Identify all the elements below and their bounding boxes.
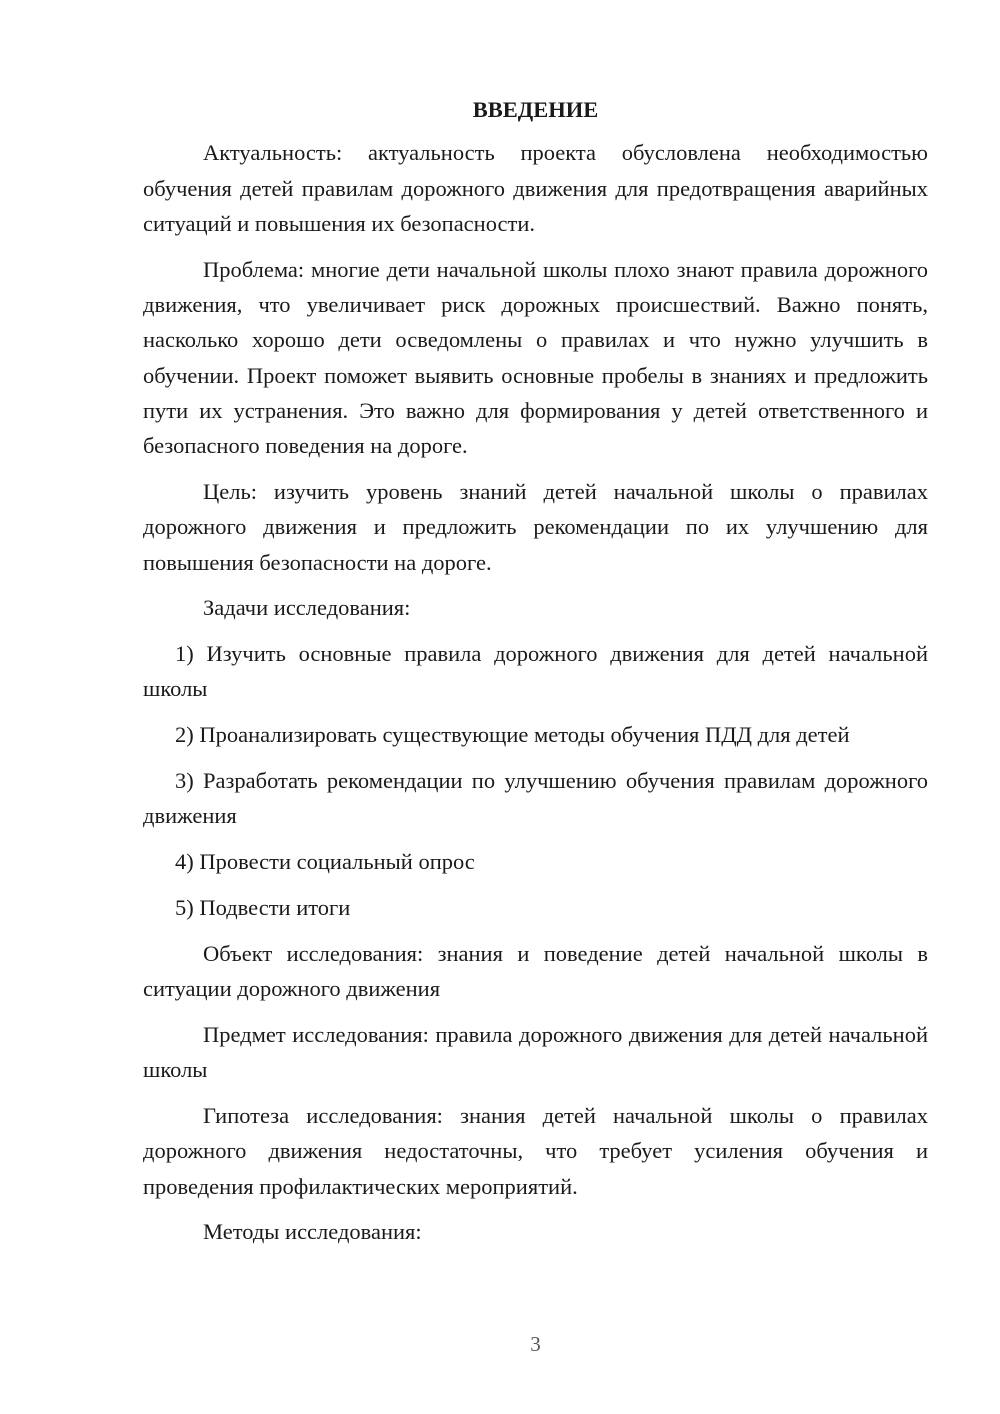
document-page	[143, 92, 928, 1260]
paragraph-tasks-heading: Задачи исследования:	[203, 595, 411, 621]
paragraph-object: Объект исследования: знания и поведение детей начальной школы в ситуации дорожного движения	[143, 940, 928, 1002]
task-item-1: 1) Изучить основные правила дорожного движения для детей начальной школы	[143, 641, 928, 702]
task-item-2: 2) Проанализировать существующие методы обучения ПДД для детей	[175, 722, 850, 748]
paragraph-problem: Проблема: многие дети начальной школы плохо знают правила дорожного движения, что увеличивает риск дорожных происшествий. Важно понять, насколько хорошо дети осведомлены о правилах и что нужно улучшить в обучении. Проект поможет выявить основные пробелы в знаниях и предложить пути их устранения. Это важно для формирования у детей ответственного и безопасного поведения на дороге.	[143, 256, 928, 459]
section-title: ВВЕДЕНИЕ	[472, 97, 599, 122]
paragraph-hypothesis: Гипотеза исследования: знания детей начальной школы о правилах дорожного движения недостаточны, что требует усиления обучения и проведения профилактических мероприятий.	[143, 1102, 928, 1199]
paragraph-methods: Методы исследования:	[203, 1219, 422, 1245]
task-item-5: 5) Подвести итоги	[175, 894, 351, 920]
task-item-4: 4) Провести социальный опрос	[175, 849, 475, 875]
paragraph-relevance: Актуальность: актуальность проекта обусловлена необходимостью обучения детей правилам дорожного движения для предотвращения аварийных ситуаций и повышения их безопасности.	[143, 140, 928, 236]
paragraph-goal: Цель: изучить уровень знаний детей начальной школы о правилах дорожного движения и предложить рекомендации по их улучшению для повышения безопасности на дороге.	[143, 478, 928, 575]
page-number: 3	[530, 1332, 541, 1356]
task-item-3: 3) Разработать рекомендации по улучшению обучения правилам дорожного движения	[143, 768, 928, 829]
paragraph-subject: Предмет исследования: правила дорожного движения для детей начальной школы	[143, 1021, 928, 1083]
